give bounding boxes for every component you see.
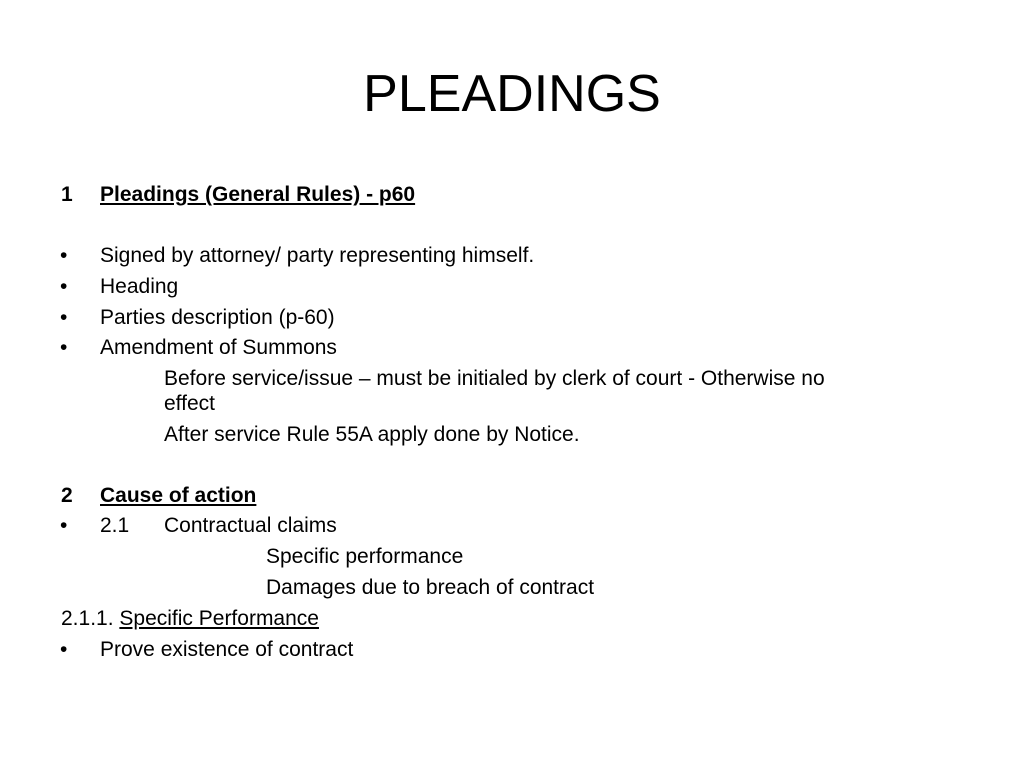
list-item-text: Signed by attorney/ party representing himself.	[100, 244, 535, 267]
subsection-number: 2.1	[100, 514, 130, 537]
sub-item-text: Specific performance	[266, 545, 464, 568]
subsection-number: 2.1.1.	[61, 607, 114, 630]
section-2-heading: Cause of action	[100, 484, 257, 507]
bullet-icon: •	[60, 514, 68, 537]
subsection-label: Contractual claims	[164, 514, 337, 537]
bullet-icon: •	[60, 336, 68, 359]
sub-item-text: effect	[164, 392, 215, 415]
list-item-text: Heading	[100, 275, 179, 298]
slide-title: PLEADINGS	[363, 65, 661, 123]
bullet-icon: •	[60, 244, 68, 267]
subsection-label: Specific Performance	[119, 607, 319, 630]
bullet-icon: •	[60, 306, 68, 329]
section-1-number: 1	[61, 183, 73, 206]
bullet-icon: •	[60, 275, 68, 298]
bullet-icon: •	[60, 638, 68, 661]
section-2-number: 2	[61, 484, 73, 507]
subsection-2-1-1	[61, 606, 319, 632]
list-item-text: Amendment of Summons	[100, 336, 337, 359]
sub-item-text: After service Rule 55A apply done by Notice.	[164, 423, 580, 446]
section-1-heading: Pleadings (General Rules) - p60	[100, 183, 416, 206]
list-item-text: Prove existence of contract	[100, 638, 354, 661]
sub-item-text: Before service/issue – must be initialed by clerk of court - Otherwise no	[164, 367, 825, 390]
sub-item-text: Damages due to breach of contract	[266, 576, 595, 599]
list-item-text: Parties description (p-60)	[100, 306, 335, 329]
